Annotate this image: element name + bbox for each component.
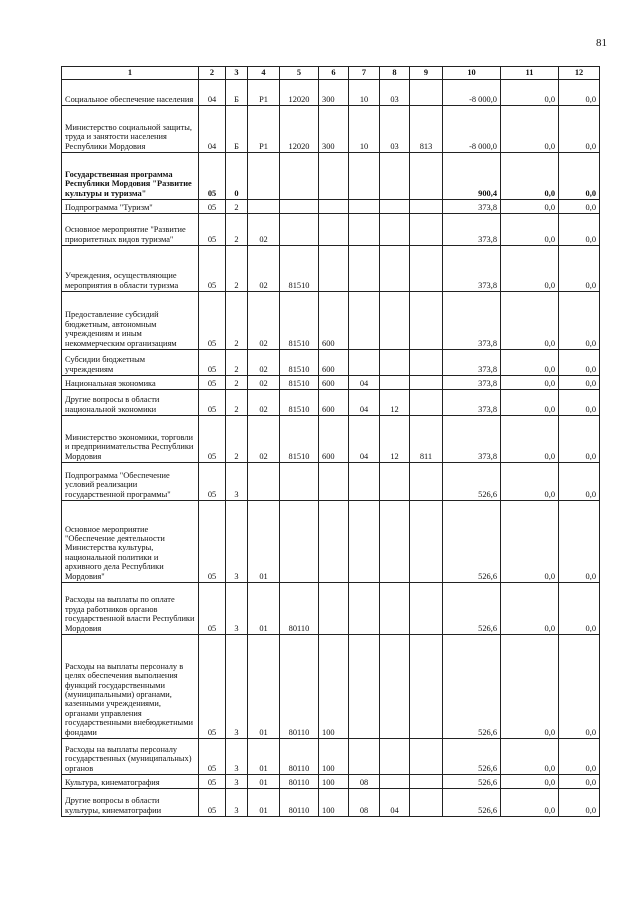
row-cell-col-11: 0,0: [501, 739, 559, 775]
row-cell-col-12: 0,0: [559, 292, 600, 350]
row-cell-col-9: [410, 80, 443, 106]
row-cell-col-10: 373,8: [443, 376, 501, 390]
row-cell-col-4: 02: [248, 390, 280, 416]
row-cell-col-8: [380, 739, 410, 775]
row-name-cell: Основное мероприятие "Развитие приоритетных видов туризма": [62, 214, 199, 246]
row-cell-col-6: 100: [319, 635, 349, 739]
row-cell-col-11: 0,0: [501, 292, 559, 350]
column-header-6: 6: [319, 67, 349, 80]
row-cell-col-12: 0,0: [559, 583, 600, 635]
row-name-cell: Расходы на выплаты персоналу в целях обеспечения выполнения функций государственными (муниципальными) органами, казенными учреждениями, органами управления государственными внебюджетными фондами: [62, 635, 199, 739]
row-cell-col-12: 0,0: [559, 80, 600, 106]
row-cell-col-5: 12020: [280, 106, 319, 153]
table-row: [62, 789, 600, 817]
row-cell-col-9: 811: [410, 416, 443, 463]
table-row: [62, 739, 600, 775]
row-cell-col-3: 2: [226, 350, 248, 376]
row-cell-col-6: 300: [319, 80, 349, 106]
table-row: [62, 583, 600, 635]
row-cell-col-10: 373,8: [443, 292, 501, 350]
row-cell-col-3: 2: [226, 376, 248, 390]
row-cell-col-5: 81510: [280, 376, 319, 390]
row-cell-col-10: 526,6: [443, 789, 501, 817]
row-cell-col-9: 813: [410, 106, 443, 153]
row-cell-col-12: 0,0: [559, 153, 600, 200]
row-cell-col-11: 0,0: [501, 246, 559, 292]
row-cell-col-5: 81510: [280, 390, 319, 416]
row-cell-col-6: [319, 463, 349, 501]
row-cell-col-9: [410, 583, 443, 635]
row-cell-col-8: [380, 153, 410, 200]
row-cell-col-8: 12: [380, 416, 410, 463]
row-cell-col-2: 05: [199, 350, 226, 376]
column-header-12: 12: [559, 67, 600, 80]
row-name-cell: Культура, кинематография: [62, 775, 199, 789]
row-cell-col-10: 373,8: [443, 416, 501, 463]
column-header-1: 1: [62, 67, 199, 80]
row-cell-col-5: 80110: [280, 739, 319, 775]
row-cell-col-12: 0,0: [559, 376, 600, 390]
row-cell-col-8: [380, 583, 410, 635]
row-cell-col-7: [349, 153, 380, 200]
row-cell-col-12: 0,0: [559, 350, 600, 376]
table-row: [62, 106, 600, 153]
column-header-7: 7: [349, 67, 380, 80]
row-name-cell: Учреждения, осуществляющие мероприятия в области туризма: [62, 246, 199, 292]
row-cell-col-7: 04: [349, 376, 380, 390]
row-cell-col-8: [380, 292, 410, 350]
table-row: [62, 214, 600, 246]
row-cell-col-4: [248, 200, 280, 214]
row-cell-col-12: 0,0: [559, 775, 600, 789]
row-cell-col-8: 12: [380, 390, 410, 416]
row-name-cell: Субсидии бюджетным учреждениям: [62, 350, 199, 376]
row-cell-col-4: [248, 463, 280, 501]
table-row: [62, 376, 600, 390]
row-cell-col-3: 3: [226, 583, 248, 635]
row-cell-col-2: 05: [199, 390, 226, 416]
row-cell-col-11: 0,0: [501, 789, 559, 817]
row-cell-col-5: 12020: [280, 80, 319, 106]
row-cell-col-2: 04: [199, 80, 226, 106]
table-row: [62, 390, 600, 416]
row-cell-col-8: [380, 214, 410, 246]
row-cell-col-2: 05: [199, 463, 226, 501]
table-row: [62, 246, 600, 292]
row-cell-col-8: [380, 200, 410, 214]
row-cell-col-4: 01: [248, 789, 280, 817]
row-cell-col-12: 0,0: [559, 214, 600, 246]
row-cell-col-6: [319, 246, 349, 292]
row-cell-col-6: [319, 153, 349, 200]
row-name-cell: Основное мероприятие "Обеспечение деятельности Министерства культуры, национальной политики и архивного дела Республики Мордовия": [62, 501, 199, 583]
row-cell-col-6: [319, 214, 349, 246]
row-cell-col-4: 01: [248, 583, 280, 635]
row-cell-col-2: 05: [199, 200, 226, 214]
row-cell-col-10: 373,8: [443, 390, 501, 416]
row-cell-col-7: [349, 350, 380, 376]
row-cell-col-5: 81510: [280, 292, 319, 350]
row-cell-col-7: [349, 292, 380, 350]
row-cell-col-3: 2: [226, 390, 248, 416]
row-cell-col-3: 3: [226, 463, 248, 501]
row-cell-col-3: Б: [226, 106, 248, 153]
row-cell-col-6: 100: [319, 789, 349, 817]
table-row: [62, 153, 600, 200]
row-cell-col-10: 900,4: [443, 153, 501, 200]
row-cell-col-4: 01: [248, 635, 280, 739]
row-cell-col-5: 80110: [280, 789, 319, 817]
row-cell-col-12: 0,0: [559, 416, 600, 463]
row-cell-col-2: 05: [199, 214, 226, 246]
row-cell-col-5: [280, 200, 319, 214]
column-header-4: 4: [248, 67, 280, 80]
row-cell-col-8: [380, 635, 410, 739]
row-cell-col-6: 600: [319, 376, 349, 390]
row-cell-col-12: 0,0: [559, 635, 600, 739]
row-cell-col-8: 03: [380, 106, 410, 153]
row-cell-col-6: 300: [319, 106, 349, 153]
row-cell-col-12: 0,0: [559, 106, 600, 153]
row-cell-col-2: 05: [199, 153, 226, 200]
row-name-cell: Министерство экономики, торговли и предпринимательства Республики Мордовия: [62, 416, 199, 463]
row-cell-col-11: 0,0: [501, 583, 559, 635]
row-cell-col-4: 02: [248, 350, 280, 376]
row-cell-col-11: 0,0: [501, 376, 559, 390]
row-cell-col-10: 373,8: [443, 214, 501, 246]
row-cell-col-9: [410, 789, 443, 817]
row-name-cell: Социальное обеспечение населения: [62, 80, 199, 106]
row-cell-col-9: [410, 246, 443, 292]
row-cell-col-6: 600: [319, 390, 349, 416]
row-cell-col-10: 526,6: [443, 463, 501, 501]
row-cell-col-12: 0,0: [559, 200, 600, 214]
row-cell-col-5: 80110: [280, 583, 319, 635]
column-header-row: [62, 67, 600, 80]
row-cell-col-7: 08: [349, 789, 380, 817]
row-name-cell: Подпрограмма "Туризм": [62, 200, 199, 214]
row-cell-col-6: 600: [319, 292, 349, 350]
row-cell-col-8: [380, 376, 410, 390]
budget-table: [61, 66, 600, 817]
row-cell-col-9: [410, 350, 443, 376]
row-cell-col-4: 02: [248, 214, 280, 246]
table-row: [62, 350, 600, 376]
row-cell-col-7: [349, 214, 380, 246]
row-cell-col-3: 3: [226, 635, 248, 739]
row-cell-col-8: 04: [380, 789, 410, 817]
column-header-2: 2: [199, 67, 226, 80]
row-cell-col-6: 100: [319, 775, 349, 789]
row-cell-col-10: 526,6: [443, 775, 501, 789]
row-cell-col-9: [410, 635, 443, 739]
page-number: 81: [596, 37, 607, 49]
row-name-cell: Предоставление субсидий бюджетным, автономным учреждениям и иным некоммерческим организациям: [62, 292, 199, 350]
row-cell-col-7: [349, 583, 380, 635]
row-cell-col-8: [380, 350, 410, 376]
row-cell-col-7: [349, 501, 380, 583]
row-cell-col-5: 81510: [280, 350, 319, 376]
row-cell-col-10: 526,6: [443, 635, 501, 739]
row-cell-col-8: [380, 463, 410, 501]
row-cell-col-6: [319, 501, 349, 583]
column-header-3: 3: [226, 67, 248, 80]
row-cell-col-2: 05: [199, 246, 226, 292]
row-cell-col-9: [410, 292, 443, 350]
row-cell-col-5: [280, 153, 319, 200]
row-cell-col-10: -8 000,0: [443, 80, 501, 106]
row-cell-col-10: 373,8: [443, 200, 501, 214]
row-cell-col-12: 0,0: [559, 463, 600, 501]
row-cell-col-7: [349, 635, 380, 739]
row-cell-col-4: 02: [248, 246, 280, 292]
row-cell-col-4: 01: [248, 775, 280, 789]
table-body: [62, 80, 600, 817]
row-cell-col-12: 0,0: [559, 390, 600, 416]
row-cell-col-3: 2: [226, 214, 248, 246]
row-cell-col-11: 0,0: [501, 775, 559, 789]
column-header-11: 11: [501, 67, 559, 80]
column-header-8: 8: [380, 67, 410, 80]
row-cell-col-6: 600: [319, 416, 349, 463]
table-row: [62, 416, 600, 463]
row-cell-col-7: 10: [349, 80, 380, 106]
row-cell-col-3: 3: [226, 789, 248, 817]
row-cell-col-11: 0,0: [501, 390, 559, 416]
row-cell-col-3: 2: [226, 200, 248, 214]
row-cell-col-9: [410, 739, 443, 775]
row-cell-col-2: 04: [199, 106, 226, 153]
row-cell-col-6: [319, 200, 349, 214]
row-cell-col-2: 05: [199, 292, 226, 350]
row-cell-col-5: 80110: [280, 635, 319, 739]
table-row: [62, 501, 600, 583]
row-cell-col-9: [410, 200, 443, 214]
row-cell-col-3: 2: [226, 246, 248, 292]
row-cell-col-10: -8 000,0: [443, 106, 501, 153]
row-cell-col-9: [410, 463, 443, 501]
row-cell-col-3: 3: [226, 501, 248, 583]
row-cell-col-2: 05: [199, 416, 226, 463]
row-name-cell: Подпрограмма "Обеспечение условий реализации государственной программы": [62, 463, 199, 501]
row-cell-col-9: [410, 501, 443, 583]
row-cell-col-10: 526,6: [443, 739, 501, 775]
row-cell-col-7: 10: [349, 106, 380, 153]
row-cell-col-5: 81510: [280, 416, 319, 463]
column-header-5: 5: [280, 67, 319, 80]
row-cell-col-3: 2: [226, 416, 248, 463]
row-cell-col-10: 526,6: [443, 583, 501, 635]
row-cell-col-8: 03: [380, 80, 410, 106]
row-cell-col-7: [349, 200, 380, 214]
row-cell-col-2: 05: [199, 501, 226, 583]
row-name-cell: Другие вопросы в области культуры, кинематографии: [62, 789, 199, 817]
row-cell-col-8: [380, 775, 410, 789]
row-name-cell: Государственная программа Республики Мордовия "Развитие культуры и туризма": [62, 153, 199, 200]
row-cell-col-8: [380, 501, 410, 583]
table-row: [62, 200, 600, 214]
row-cell-col-6: [319, 583, 349, 635]
row-cell-col-4: 02: [248, 292, 280, 350]
row-cell-col-11: 0,0: [501, 350, 559, 376]
row-name-cell: Министерство социальной защиты, труда и занятости населения Республики Мордовия: [62, 106, 199, 153]
row-cell-col-5: [280, 214, 319, 246]
row-cell-col-4: Р1: [248, 106, 280, 153]
row-cell-col-2: 05: [199, 775, 226, 789]
row-cell-col-12: 0,0: [559, 246, 600, 292]
row-cell-col-12: 0,0: [559, 789, 600, 817]
row-cell-col-9: [410, 390, 443, 416]
row-cell-col-7: [349, 246, 380, 292]
row-cell-col-6: 600: [319, 350, 349, 376]
row-cell-col-11: 0,0: [501, 80, 559, 106]
row-cell-col-9: [410, 376, 443, 390]
row-cell-col-4: 01: [248, 501, 280, 583]
row-cell-col-9: [410, 775, 443, 789]
row-cell-col-2: 05: [199, 583, 226, 635]
column-header-10: 10: [443, 67, 501, 80]
row-cell-col-11: 0,0: [501, 153, 559, 200]
row-cell-col-7: [349, 463, 380, 501]
row-cell-col-2: 05: [199, 789, 226, 817]
row-cell-col-7: 04: [349, 416, 380, 463]
row-cell-col-11: 0,0: [501, 635, 559, 739]
row-cell-col-10: 373,8: [443, 350, 501, 376]
table-row: [62, 463, 600, 501]
row-cell-col-3: Б: [226, 80, 248, 106]
row-cell-col-4: Р1: [248, 80, 280, 106]
row-name-cell: Расходы на выплаты персоналу государственных (муниципальных) органов: [62, 739, 199, 775]
column-header-9: 9: [410, 67, 443, 80]
table-row: [62, 292, 600, 350]
row-cell-col-5: 80110: [280, 775, 319, 789]
table-row: [62, 80, 600, 106]
row-name-cell: Другие вопросы в области национальной экономики: [62, 390, 199, 416]
row-cell-col-7: 04: [349, 390, 380, 416]
row-cell-col-12: 0,0: [559, 501, 600, 583]
row-cell-col-6: 100: [319, 739, 349, 775]
row-cell-col-10: 526,6: [443, 501, 501, 583]
row-cell-col-10: 373,8: [443, 246, 501, 292]
row-cell-col-4: 02: [248, 376, 280, 390]
row-cell-col-11: 0,0: [501, 106, 559, 153]
row-cell-col-2: 05: [199, 376, 226, 390]
row-cell-col-4: [248, 153, 280, 200]
row-cell-col-5: 81510: [280, 246, 319, 292]
row-cell-col-2: 05: [199, 739, 226, 775]
row-cell-col-9: [410, 214, 443, 246]
row-cell-col-8: [380, 246, 410, 292]
row-cell-col-4: 01: [248, 739, 280, 775]
row-cell-col-2: 05: [199, 635, 226, 739]
row-cell-col-7: [349, 739, 380, 775]
row-cell-col-11: 0,0: [501, 501, 559, 583]
row-name-cell: Расходы на выплаты по оплате труда работников органов государственной власти Республики Мордовия: [62, 583, 199, 635]
row-name-cell: Национальная экономика: [62, 376, 199, 390]
table-row: [62, 635, 600, 739]
row-cell-col-4: 02: [248, 416, 280, 463]
row-cell-col-7: 08: [349, 775, 380, 789]
row-cell-col-5: [280, 463, 319, 501]
row-cell-col-9: [410, 153, 443, 200]
row-cell-col-3: 0: [226, 153, 248, 200]
row-cell-col-11: 0,0: [501, 463, 559, 501]
row-cell-col-11: 0,0: [501, 200, 559, 214]
row-cell-col-3: 3: [226, 775, 248, 789]
row-cell-col-3: 3: [226, 739, 248, 775]
table-row: [62, 775, 600, 789]
row-cell-col-12: 0,0: [559, 739, 600, 775]
row-cell-col-5: [280, 501, 319, 583]
row-cell-col-3: 2: [226, 292, 248, 350]
row-cell-col-11: 0,0: [501, 214, 559, 246]
row-cell-col-11: 0,0: [501, 416, 559, 463]
